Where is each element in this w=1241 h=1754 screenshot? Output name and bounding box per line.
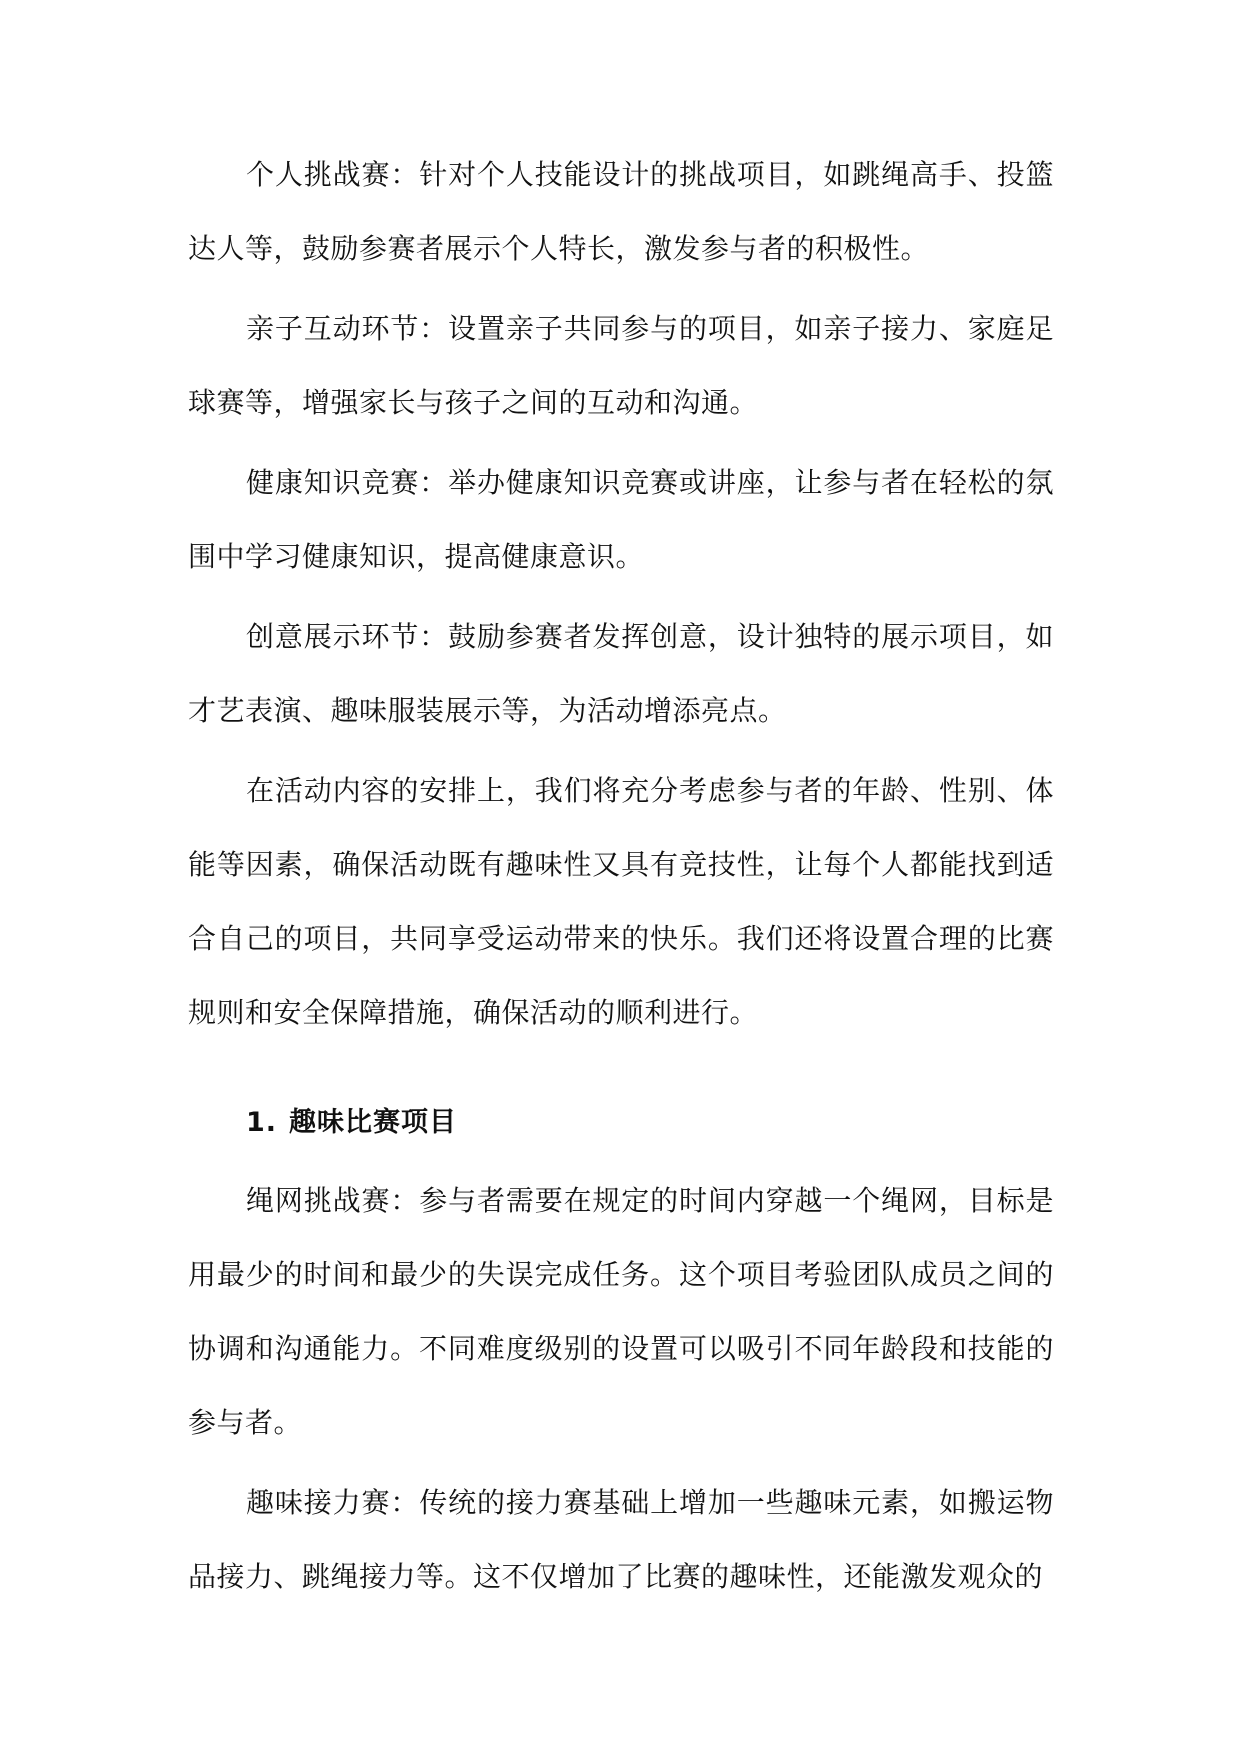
document-body	[188, 138, 1054, 1620]
paragraph-health-knowledge-quiz: 健康知识竞赛：举办健康知识竞赛或讲座，让参与者在轻松的氛围中学习健康知识，提高健康意识。	[188, 466, 1054, 573]
section-heading	[188, 1086, 1054, 1160]
paragraph-individual-challenge: 个人挑战赛：针对个人技能设计的挑战项目，如跳绳高手、投篮达人等，鼓励参赛者展示个人特长，激发参与者的积极性。	[188, 158, 1054, 265]
paragraph-fun-relay: 趣味接力赛：传统的接力赛基础上增加一些趣味元素，如搬运物品接力、跳绳接力等。这不仅增加了比赛的趣味性，还能激发观众的	[188, 1486, 1054, 1593]
paragraph-activity-arrangement: 在活动内容的安排上，我们将充分考虑参与者的年龄、性别、体能等因素，确保活动既有趣味性又具有竞技性，让每个人都能找到适合自己的项目，共同享受运动带来的快乐。我们还将设置合理的比赛规则和安全保障措施，确保活动的顺利进行。	[188, 774, 1054, 1029]
paragraph-creative-showcase: 创意展示环节：鼓励参赛者发挥创意，设计独特的展示项目，如才艺表演、趣味服装展示等，为活动增添亮点。	[188, 620, 1054, 727]
section-heading-title: 趣味比赛项目	[289, 1107, 458, 1138]
section-heading-number: 1.	[246, 1107, 278, 1138]
paragraph-parent-child-interaction: 亲子互动环节：设置亲子共同参与的项目，如亲子接力、家庭足球赛等，增强家长与孩子之间的互动和沟通。	[188, 312, 1054, 419]
paragraph-rope-net-challenge: 绳网挑战赛：参与者需要在规定的时间内穿越一个绳网，目标是用最少的时间和最少的失误完成任务。这个项目考验团队成员之间的协调和沟通能力。不同难度级别的设置可以吸引不同年龄段和技能的参与者。	[188, 1184, 1054, 1439]
